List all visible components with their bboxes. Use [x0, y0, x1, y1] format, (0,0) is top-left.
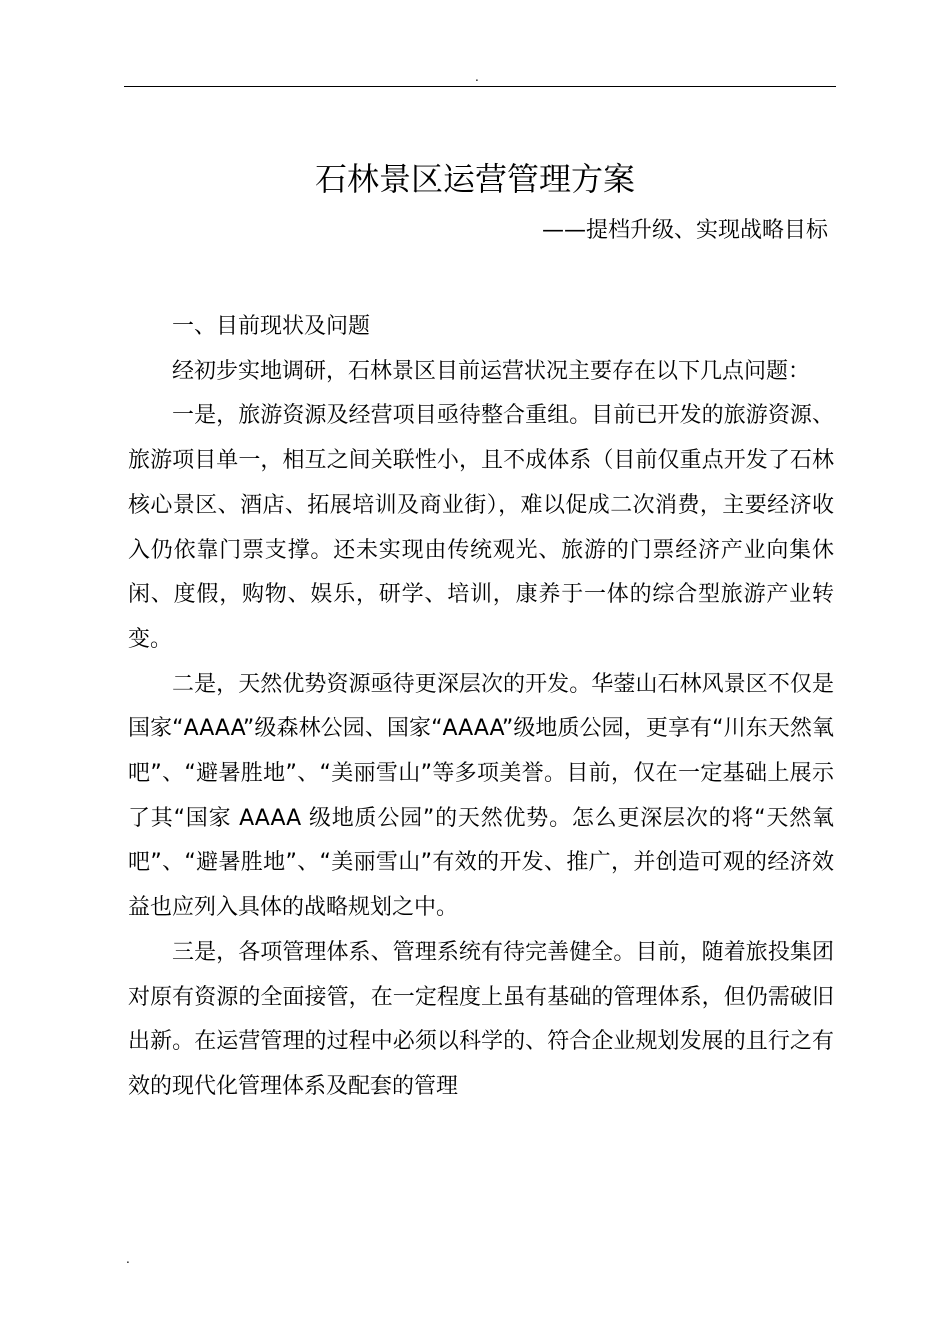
paragraph-issue-3: 三是，各项管理体系、管理系统有待完善健全。目前，随着旅投集团对原有资源的全面接管，在一定程度上虽有基础的管理体系，但仍需破旧出新。在运营管理的过程中必须以科学的、符合企业规划发展的且行之有效的现代化管理体系及配套的管理	[128, 939, 834, 1099]
paragraph-issue-2: 二是，天然优势资源亟待更深层次的开发。华蓥山石林风景区不仅是国家“AAAA”级森林公园、国家“AAAA”级地质公园，更享有“川东天然氧吧”、“避暑胜地”、“美丽雪山”等多项美誉。目前，仅在一定基础上展示了其“国家 AAAA 级地质公园”的天然优势。怎么更深层次的将“天然氧吧”、“避暑胜地”、“美丽雪山”有效的开发、推广，并创造可观的经济效益也应列入具体的战略规划之中。	[128, 671, 834, 921]
document-body	[128, 305, 834, 1110]
paragraph-intro: 经初步实地调研，石林景区目前运营状况主要存在以下几点问题：	[172, 358, 811, 384]
document-title: 石林景区运营管理方案	[314, 160, 635, 198]
paragraph-issue-1: 一是，旅游资源及经营项目亟待整合重组。目前已开发的旅游资源、旅游项目单一，相互之间关联性小，且不成体系（目前仅重点开发了石林核心景区、酒店、拓展培训及商业街），难以促成二次消费，主要经济收入仍依靠门票支撑。还未实现由传统观光、旅游的门票经济产业向集休闲、度假，购物、娱乐，研学、培训，康养于一体的综合型旅游产业转变。	[128, 403, 834, 652]
header-mark: .	[475, 70, 479, 84]
footer-mark: .	[126, 1252, 130, 1266]
section-heading: 一、目前现状及问题	[172, 314, 371, 339]
document-subtitle: ——提档升级、实现战略目标	[541, 218, 828, 243]
header-rule	[124, 86, 836, 87]
